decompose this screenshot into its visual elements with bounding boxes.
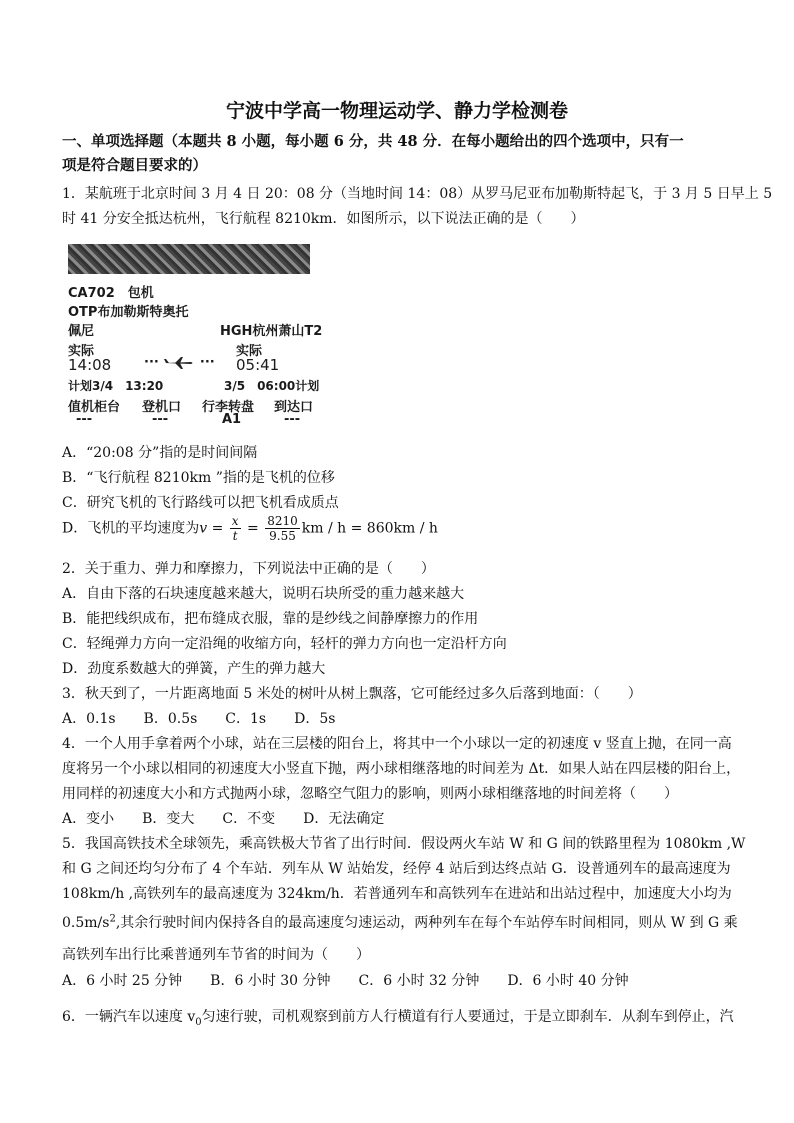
fraction-numerator-2: 8210	[267, 514, 298, 528]
planned-departure: 计划3/4 13:20	[68, 379, 164, 393]
q1-option-d	[62, 514, 438, 543]
q6-stem-part2: 匀速行驶，司机观察到前方人行横道有行人要通过，于是立即刹车．从刹车到停止，汽	[201, 1009, 734, 1025]
arrival-exit-label: 到达口	[274, 400, 314, 415]
q1-option-d-prefix: D．飞机的平均速度为	[62, 520, 200, 537]
fraction-x-over-t	[230, 514, 241, 543]
q4-options: A．变小 B．变大 C．不变 D．无法确定	[62, 811, 385, 827]
checkin-counter-label: 值机柜台	[68, 400, 121, 415]
arrival-exit-value: ---	[284, 412, 301, 427]
q5-stem-line5: 高铁列车出行比乘普通列车节省的时间为（ ）	[62, 947, 370, 963]
q5-stem-line1: 5．我国高铁技术全球领先，乘高铁极大节省了出行时间．假设两火车站 W 和 G 间的铁路里程为 1080km ,W	[62, 836, 746, 852]
checkin-counter-value: ---	[76, 412, 93, 427]
equals-sign: =	[207, 520, 228, 537]
baggage-carousel-label: 行李转盘	[202, 400, 255, 415]
flight-number: CA702 包机	[68, 286, 154, 301]
origin-airport-cont: 佩尼	[68, 324, 95, 339]
q3-stem: 3．秋天到了，一片距离地面 5 米处的树叶从树上飘落，它可能经过多久后落到地面：（ ）	[62, 686, 642, 702]
planned-arrival: 3/5 06:00计划	[224, 379, 320, 393]
figure-banner	[68, 244, 310, 274]
fraction-distance-over-time	[265, 514, 300, 543]
flight-info-figure	[66, 244, 328, 429]
equals-sign-2: =	[242, 520, 264, 537]
section-heading-line1: 一、单项选择题（本题共 8 小题，每小题 6 分，共 48 分．在每小题给出的四个选项中，只有一	[62, 133, 684, 150]
q2-option-d: D．劲度系数越大的弹簧，产生的弹力越大	[62, 661, 326, 677]
q4-stem-line3: 用同样的初速度大小和方式抛两小球，忽略空气阻力的影响，则两小球相继落地的时间差将（ ）	[62, 786, 678, 802]
airplane-icon	[163, 356, 195, 370]
gate-value: ---	[152, 412, 169, 427]
q6-stem-line1	[62, 1006, 734, 1028]
q1-stem-line2: 时 41 分安全抵达杭州，飞行航程 8210km．如图所示，以下说法正确的是（ ）	[62, 211, 585, 227]
baggage-carousel-value: A1	[222, 412, 242, 427]
q5-stem-line2: 和 G 之间还均匀分布了 4 个车站．列车从 W 站始发，经停 4 站后到达终点站 G．设普通列车的最高速度为	[62, 861, 731, 877]
q6-stem-part1: 6．一辆汽车以速度 v	[62, 1009, 196, 1025]
q1-stem-line1: 1．某航班于北京时间 3 月 4 日 20：08 分（当地时间 14：08）从罗马尼亚布加勒斯特起飞，于 3 月 5 日早上 5	[62, 186, 773, 202]
q1-option-b: B．“飞行航程 8210km ”指的是飞机的位移	[62, 470, 335, 486]
q4-stem-line2: 度将另一个小球以相同的初速度大小竖直下抛，两小球相继落地的时间差为 Δt．如果人站在四层楼的阳台上，	[62, 761, 741, 777]
section-heading	[62, 130, 740, 178]
q2-option-c: C．轻绳弹力方向一定沿绳的收缩方向，轻杆的弹力方向也一定沿杆方向	[62, 636, 507, 652]
q1-option-a: A．“20:08 分”指的是时间间隔	[62, 445, 258, 461]
q5-stem-line3: 108km/h ,高铁列车的最高速度为 324km/h．若普通列车和高铁列车在进站和出站过程中，加速度大小均为	[62, 886, 732, 902]
q2-option-a: A．自由下落的石块速度越来越大，说明石块所受的重力越来越大	[62, 586, 465, 602]
q2-stem: 2．关于重力、弹力和摩擦力，下列说法中正确的是（ ）	[62, 561, 435, 577]
fraction-denominator-2: 9.55	[269, 529, 296, 543]
acceleration-value: 0.5m/s	[62, 915, 110, 931]
q3-options: A．0.1s B．0.5s C．1s D．5s	[62, 711, 336, 727]
fraction-numerator: x	[231, 514, 239, 528]
departure-time: 14:08	[68, 356, 112, 374]
destination-airport: HGH杭州萧山T2	[220, 324, 323, 339]
q5-stem-line4	[62, 912, 738, 932]
origin-airport: OTP布加勒斯特奥托	[68, 305, 189, 320]
q1-option-d-suffix: km / h = 860km / h	[301, 520, 438, 537]
q2-option-b: B．能把线织成布，把布缝成衣服，靠的是纱线之间静摩擦力的作用	[62, 611, 479, 627]
flight-path-indicator	[144, 355, 215, 370]
fraction-denominator: t	[232, 529, 238, 543]
q1-option-c: C．研究飞机的飞行路线可以把飞机看成质点	[62, 495, 339, 511]
q5-stem-line4-rest: ,其余行驶时间内保持各自的最高速度匀速运动，两种列车在每个车站停车时间相同，则从 W 到 G 乘	[115, 915, 738, 931]
acceleration-exponent: 2	[109, 913, 116, 925]
velocity-symbol: v	[199, 520, 208, 537]
actual-label-left: 实际	[68, 344, 95, 359]
gate-label: 登机口	[142, 400, 182, 415]
arrival-time: 05:41	[236, 356, 280, 374]
initial-velocity-subscript: 0	[195, 1016, 202, 1028]
page-title: 宁波中学高一物理运动学、静力学检测卷	[225, 100, 568, 122]
dots-left: ···	[144, 355, 159, 370]
q5-options: A．6 小时 25 分钟 B．6 小时 30 分钟 C．6 小时 32 分钟 D．6 小时 40 分钟	[62, 973, 629, 989]
section-heading-line2: 项是符合题目要求的）	[62, 157, 207, 174]
dots-right: ···	[199, 355, 215, 370]
q4-stem-line1: 4．一个人用手拿着两个小球，站在三层楼的阳台上，将其中一个小球以一定的初速度 v 竖直上抛，在同一高	[62, 736, 732, 752]
actual-label-right: 实际	[236, 344, 263, 359]
